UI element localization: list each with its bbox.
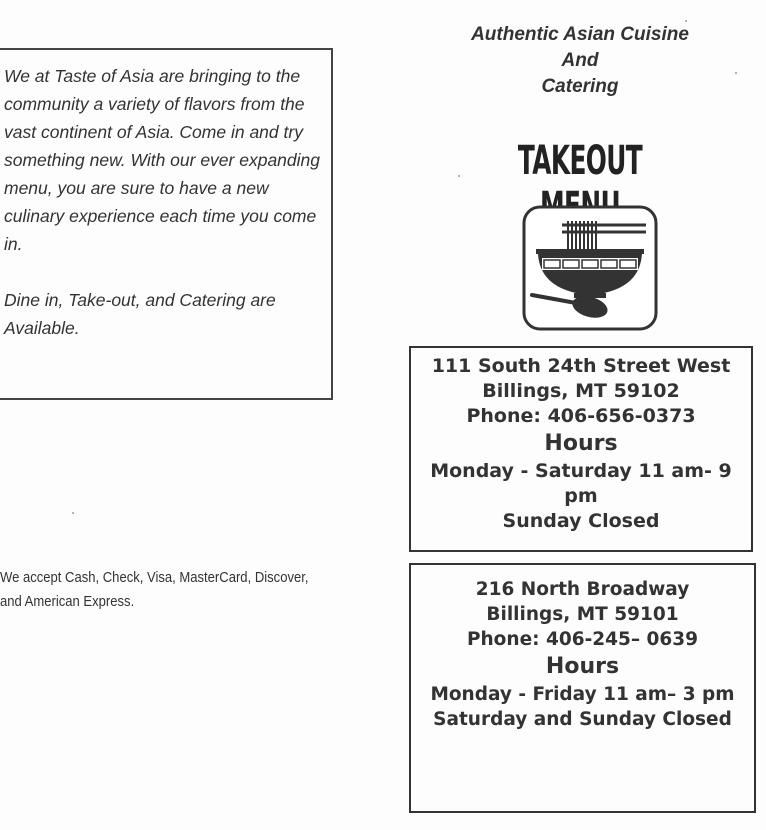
location-2-hours-line-2: Saturday and Sunday Closed	[433, 709, 732, 730]
location-1-hours-line-1: Monday - Saturday 11 am- 9	[430, 460, 732, 482]
scan-speck	[735, 72, 737, 74]
location-1-hours-heading: Hours	[544, 431, 618, 456]
location-1-phone: Phone: 406-656-0373	[466, 405, 696, 427]
scan-speck	[685, 20, 687, 22]
location-1-city: Billings, MT 59102	[482, 380, 680, 402]
scan-speck	[458, 175, 460, 177]
tagline-line-3: Catering	[541, 76, 619, 97]
location-1-address: 111 South 24th Street West	[431, 355, 731, 377]
location-2-phone: Phone: 406-245– 0639	[466, 629, 699, 650]
scan-speck	[72, 512, 74, 514]
location-1-card	[409, 346, 753, 552]
location-1-hours-line-2: pm	[564, 485, 598, 507]
intro-paragraph: We at Taste of Asia are bringing to the community a variety of flavors from the vast continent of Asia. Come in and try something new. With our ever expanding menu, you are sure to have a new culinary experience each time you come in.	[4, 66, 320, 254]
location-2-hours-line-1: Monday - Friday 11 am– 3 pm	[430, 684, 735, 705]
tagline	[440, 22, 720, 100]
location-2-address: 216 North Broadway	[475, 579, 690, 600]
noodle-bowl-icon	[522, 205, 658, 331]
location-2-card	[409, 563, 756, 813]
location-2-city: Billings, MT 59101	[486, 604, 679, 625]
payment-note: We accept Cash, Check, Visa, MasterCard, Discover, and American Express.	[0, 570, 309, 610]
tagline-line-2: And	[561, 50, 599, 71]
tagline-line-1: Authentic Asian Cuisine	[471, 24, 689, 45]
location-2-hours-heading: Hours	[545, 654, 620, 679]
location-1-hours-line-3: Sunday Closed	[502, 510, 660, 532]
dine-in-note: Dine in, Take-out, and Catering are Available.	[4, 290, 276, 338]
page-title: TAKEOUT	[517, 138, 643, 184]
intro-box	[0, 48, 333, 400]
